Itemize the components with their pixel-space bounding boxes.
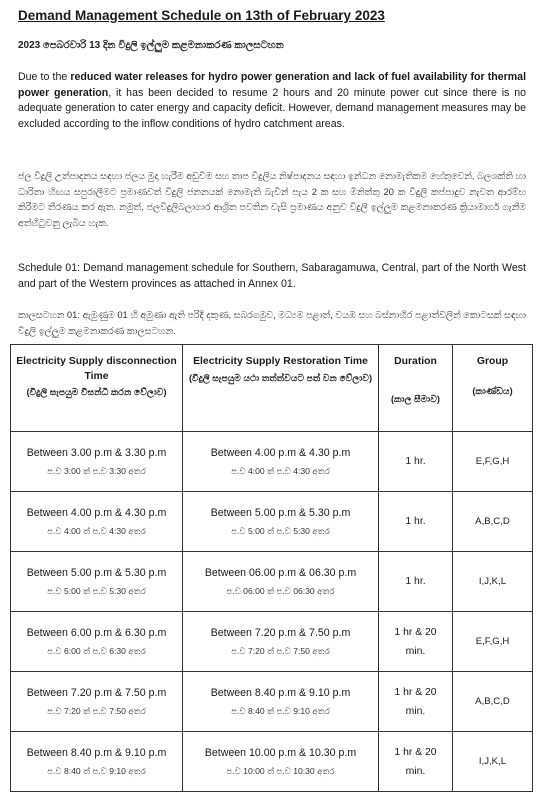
restore-time: Between 10.00 p.m & 10.30 p.m xyxy=(204,747,357,759)
restore-time-sinhala: ප.ව 7:20 ත් ප.ව 7:50 අතර xyxy=(231,646,330,656)
restore-time-sinhala: ප.ව 5:00 ත් ප.ව 5:30 අතර xyxy=(231,526,330,536)
restore-cell xyxy=(183,552,379,612)
table-header-row xyxy=(11,345,533,432)
disconnect-cell xyxy=(11,612,183,672)
disconnect-time: Between 6.00 p.m & 6.30 p.m xyxy=(26,627,167,639)
restore-cell xyxy=(183,672,379,732)
duration-line-1: 1 hr. xyxy=(405,576,426,587)
group-cell: A,B,C,D xyxy=(453,492,533,552)
restore-time-sinhala: ප.ව 4:00 ත් ප.ව 4:30 අතර xyxy=(231,466,330,476)
disconnect-time: Between 8.40 p.m & 9.10 p.m xyxy=(26,747,167,759)
table-row xyxy=(11,672,533,732)
group-cell: A,B,C,D xyxy=(453,672,533,732)
table-row xyxy=(11,552,533,612)
duration-line-2: min. xyxy=(405,765,426,777)
schedule-table xyxy=(10,344,533,792)
intro-prefix: Due to the xyxy=(18,71,71,83)
restore-time: Between 4.00 p.m & 4.30 p.m xyxy=(210,447,351,459)
intro-paragraph-sinhala: ජල විදුලි උත්පාදනය සඳහා ජලය මුදා හැරීම අඩුවීම සහ තාප විදුලිය නිෂ්පාදනය සඳහා ඉන්ධන නොමැතිකම හේතුවෙන්, බලශක්ති හා ධාරිතා හිඟය සපුරාලීමට ප්‍රමාණවත් විදුලි ජනනයක් නොමැති බැවින් පැය 2 ක සහ මිනිත්තු 20 ක විදුලි කප්පාදුව නැවත ආරම්භ කිරීමට තීරණය කර ඇත. නමුත්, ජලවිදුලිබලාගාර ආශ්‍රිත පවතින වැසි ප්‍රමාණය අනුව විදුලි ඉල්ලුම කළමනාකරණ ක්‍රියාමාර්ග ගැනීම අත්හිටුවනු ලැබිය හැක. xyxy=(18,170,526,228)
group-cell: I,J,K,L xyxy=(453,732,533,792)
restore-time: Between 06.00 p.m & 06.30 p.m xyxy=(204,567,357,579)
disconnect-cell xyxy=(11,492,183,552)
header-group xyxy=(453,345,533,432)
table-row xyxy=(11,492,533,552)
disconnect-cell xyxy=(11,672,183,732)
header-group-label: Group xyxy=(476,356,509,367)
header-disconnect-label: Electricity Supply disconnection Time xyxy=(16,356,177,382)
disconnect-cell xyxy=(11,552,183,612)
restore-time: Between 7.20 p.m & 7.50 p.m xyxy=(210,627,351,639)
intro-paragraph xyxy=(18,70,526,132)
table-row xyxy=(11,432,533,492)
header-duration xyxy=(379,345,453,432)
header-group-label-sinhala: (කාණ්ඩය) xyxy=(472,385,513,396)
header-duration-label-sinhala: (කාල සීමාව) xyxy=(390,393,440,404)
header-duration-label: Duration xyxy=(394,356,437,367)
duration-line-1: 1 hr. xyxy=(405,456,426,467)
duration-cell xyxy=(379,492,453,552)
disconnect-time-sinhala: ප.ව 8:40 ත් ප.ව 9:10 අතර xyxy=(47,766,146,776)
intro-suffix: , it has been decided to resume 2 hours and 20 minute power cut since there is no adequate generation to cater energy and capacity deficit. However, demand management measures may be excluded according to the inflow conditions of hydro catchment areas. xyxy=(18,86,526,130)
header-disconnect xyxy=(11,345,183,432)
restore-time-sinhala: ප.ව 06:00 ත් ප.ව 06:30 අතර xyxy=(226,586,335,596)
duration-cell xyxy=(379,552,453,612)
restore-time-sinhala: ප.ව 8:40 ත් ප.ව 9:10 අතර xyxy=(231,706,330,716)
restore-time: Between 8.40 p.m & 9.10 p.m xyxy=(210,687,351,699)
group-cell: E,F,G,H xyxy=(453,432,533,492)
restore-cell xyxy=(183,492,379,552)
disconnect-time-sinhala: ප.ව 4:00 ත් ප.ව 4:30 අතර xyxy=(47,526,146,536)
disconnect-time: Between 3.00 p.m & 3.30 p.m xyxy=(26,447,167,459)
group-cell: I,J,K,L xyxy=(453,552,533,612)
schedule-description-sinhala: කාලසටහන 01: ඇමුණුම 01 හි අමුණා ඇති පරිදි දකුණ, සබරගමුව, මධ්‍යම පළාත්, වයඹ සහ බස්නාහිර පළාත්වලින් කොටසක් සඳහා විදුලි ඉල්ලුම කළමනාකරණ කාලසටහන. xyxy=(18,309,526,336)
disconnect-time-sinhala: ප.ව 7:20 ත් ප.ව 7:50 අතර xyxy=(47,706,146,716)
restore-time-sinhala: ප.ව 10:00 ත් ප.ව 10:30 අතර xyxy=(226,766,335,776)
restore-cell xyxy=(183,612,379,672)
disconnect-time: Between 4.00 p.m & 4.30 p.m xyxy=(26,507,167,519)
disconnect-time: Between 7.20 p.m & 7.50 p.m xyxy=(26,687,167,699)
header-restore xyxy=(183,345,379,432)
duration-line-1: 1 hr. xyxy=(405,516,426,527)
duration-line-1: 1 hr & 20 xyxy=(394,626,437,638)
table-row xyxy=(11,612,533,672)
duration-cell xyxy=(379,672,453,732)
header-disconnect-label-sinhala: (විදුලි සැපයුම විසන්ධි කරන වේලාව) xyxy=(26,387,167,397)
group-cell: E,F,G,H xyxy=(453,612,533,672)
duration-line-2: min. xyxy=(405,645,426,657)
duration-line-2: min. xyxy=(405,705,426,717)
disconnect-time-sinhala: ප.ව 6:00 ත් ප.ව 6:30 අතර xyxy=(47,646,146,656)
restore-cell xyxy=(183,432,379,492)
disconnect-time: Between 5.00 p.m & 5.30 p.m xyxy=(26,567,167,579)
duration-cell xyxy=(379,432,453,492)
table-row xyxy=(11,732,533,792)
document-title: Demand Management Schedule on 13th of February 2023 xyxy=(18,8,385,23)
duration-cell xyxy=(379,732,453,792)
disconnect-cell xyxy=(11,732,183,792)
header-restore-label: Electricity Supply Restoration Time xyxy=(193,356,368,367)
intro-bold-reason: reduced water releases for hydro power generation and lack of fuel availability for thermal power generation xyxy=(18,71,527,99)
disconnect-time-sinhala: ප.ව 5:00 ත් ප.ව 5:30 අතර xyxy=(47,586,146,596)
duration-line-1: 1 hr & 20 xyxy=(394,746,437,758)
schedule-description: Schedule 01: Demand management schedule for Southern, Sabaragamuwa, Central, part of the North West and part of the Western provinces as attached in Annex 01. xyxy=(18,262,526,290)
duration-line-1: 1 hr & 20 xyxy=(394,686,437,698)
restore-time: Between 5.00 p.m & 5.30 p.m xyxy=(210,507,351,519)
document-subtitle-sinhala: 2023 පෙබරවාරි 13 දින විදුලි ඉල්ලුම කළමනාකරණ කාලසටහන xyxy=(18,40,284,51)
disconnect-cell xyxy=(11,432,183,492)
restore-cell xyxy=(183,732,379,792)
header-restore-label-sinhala: (විදුලි සැපයුම යථා තත්ත්වයට පත් වන වේලාව) xyxy=(188,372,373,383)
duration-cell xyxy=(379,612,453,672)
disconnect-time-sinhala: ප.ව 3:00 ත් ප.ව 3:30 අතර xyxy=(47,466,146,476)
